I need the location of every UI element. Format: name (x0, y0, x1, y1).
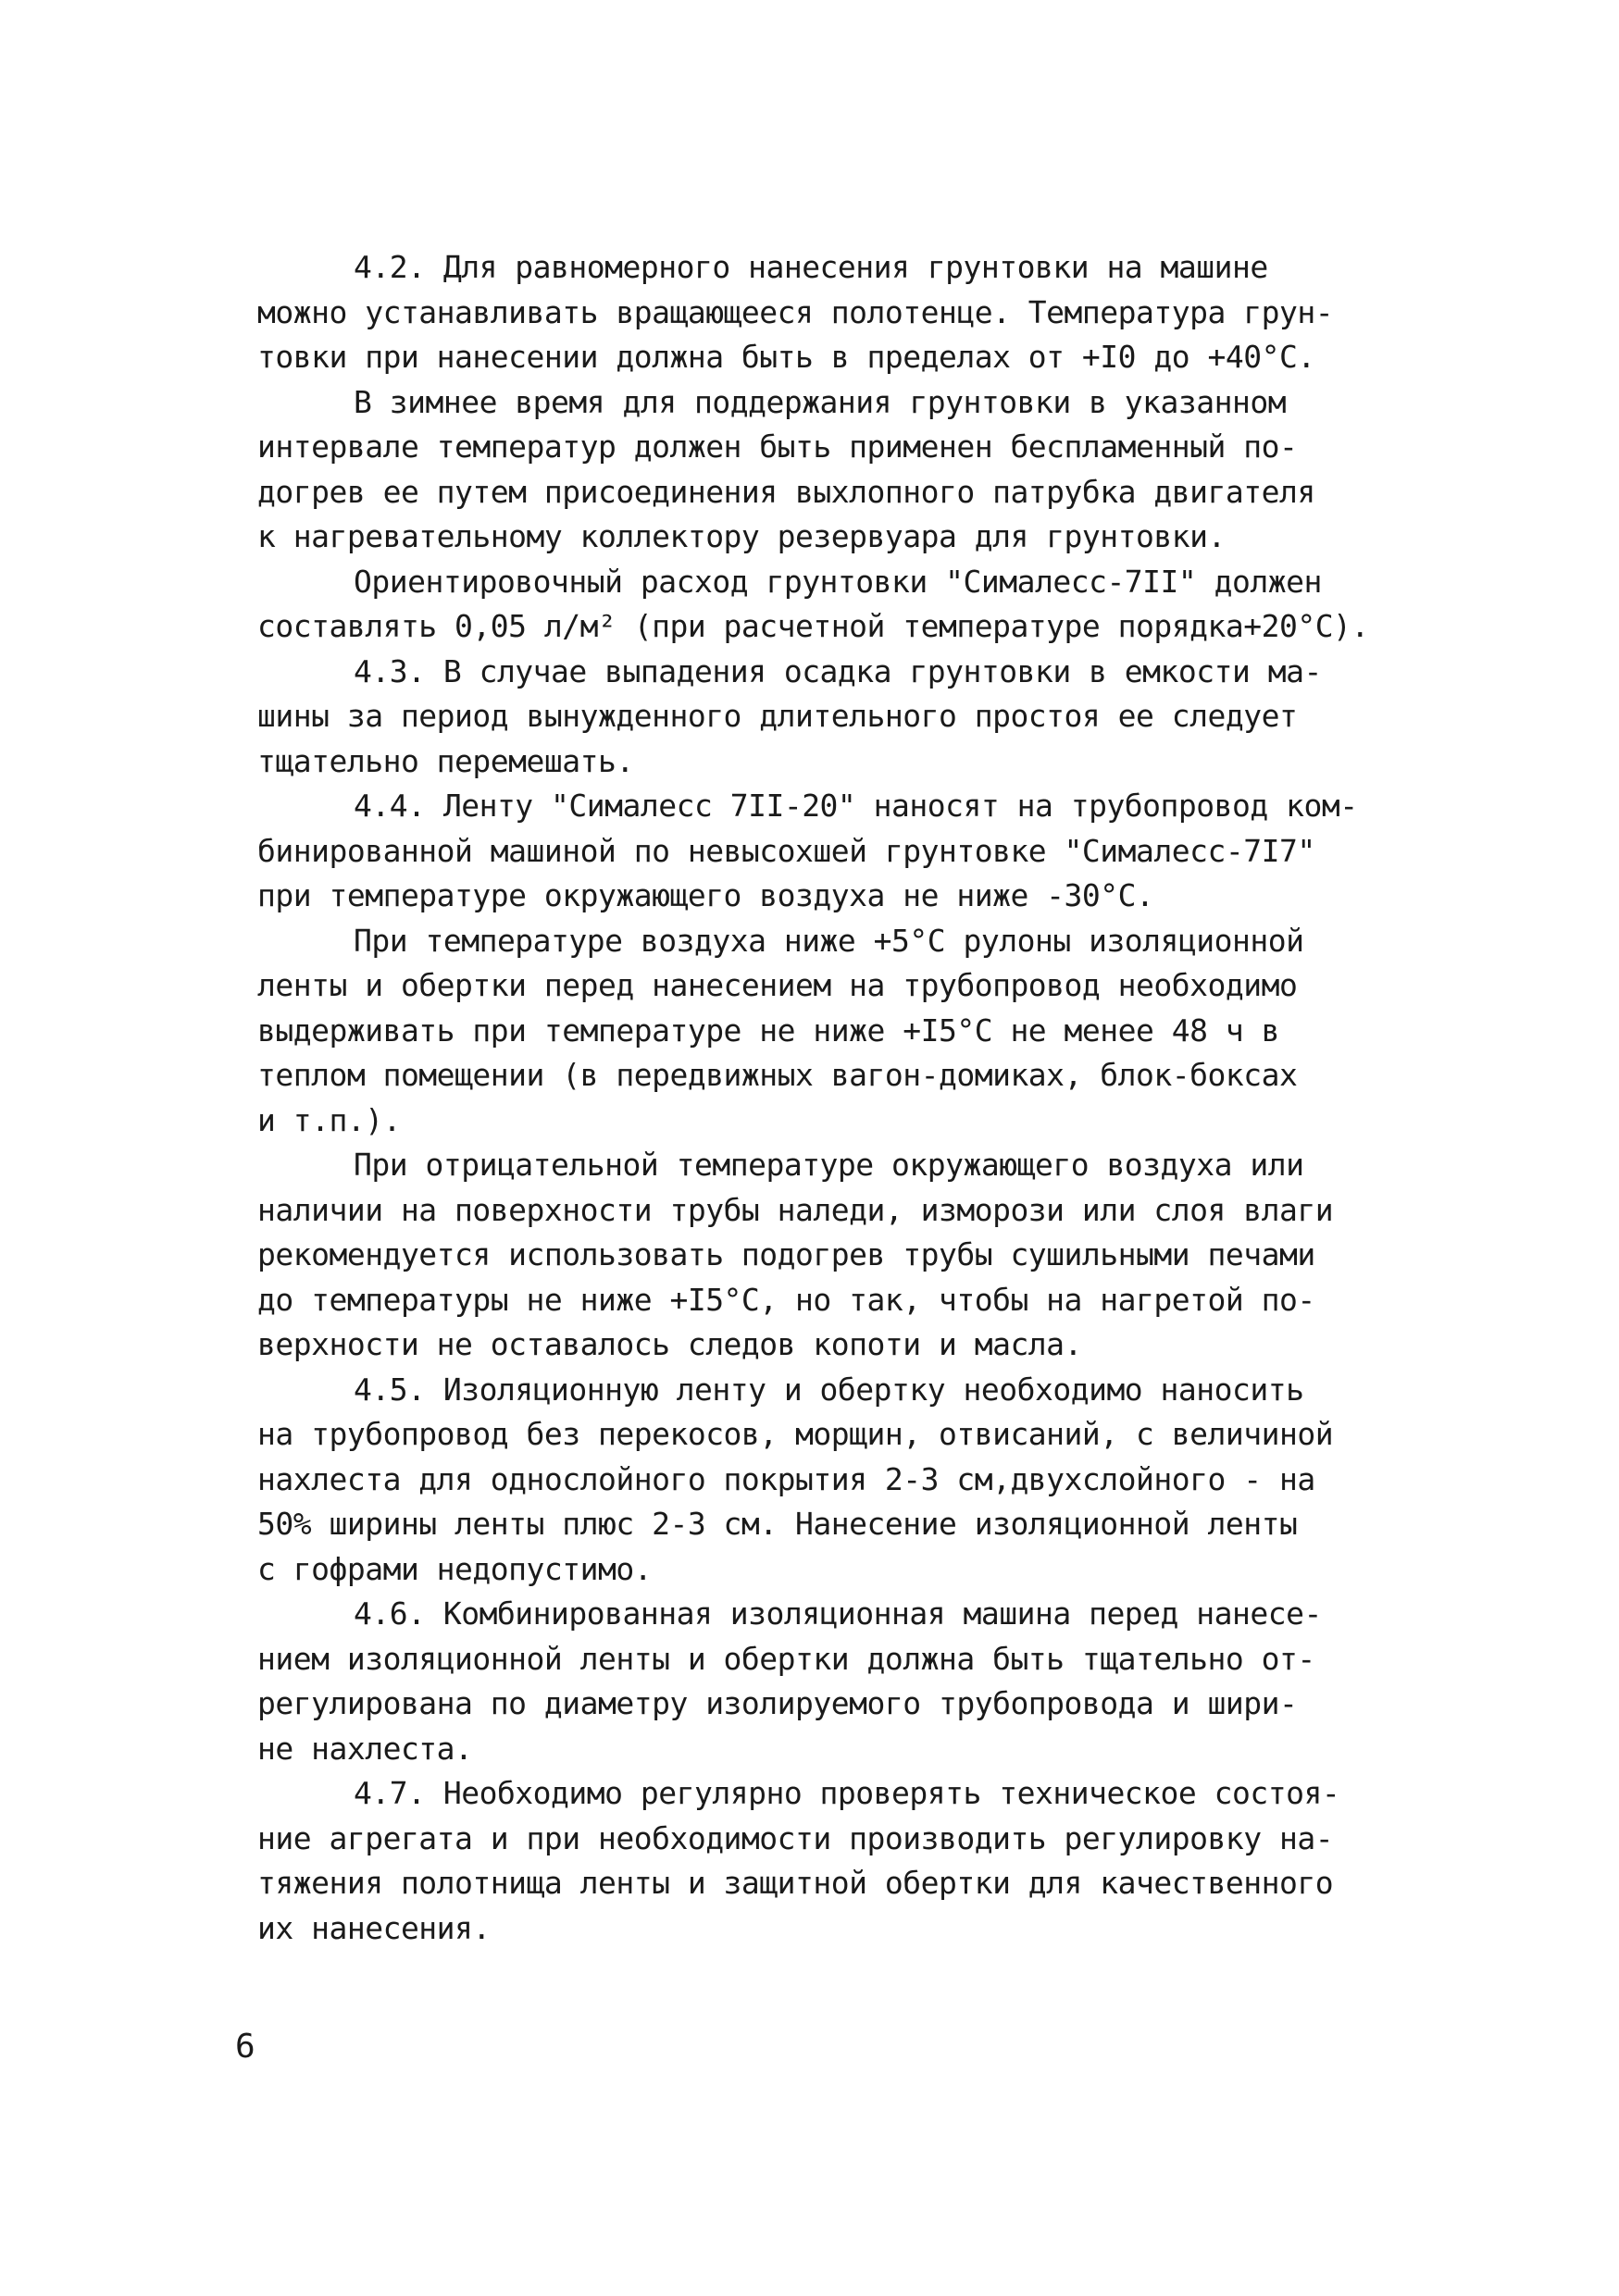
text-line: наличии на поверхности трубы наледи, изморози или слоя влаги (257, 1191, 1334, 1228)
text-line: В зимнее время для поддержания грунтовки в указанном (354, 383, 1287, 420)
text-line: При температуре воздуха ниже +5°C рулоны изоляционной (354, 922, 1304, 959)
text-line: 4.4. Ленту "Сималесс 7II-20" наносят на трубопровод ком- (354, 788, 1358, 824)
text-line: нием изоляционной ленты и обертки должна быть тщательно от- (257, 1640, 1315, 1677)
text-line: составлять 0,05 л/м² (при расчетной температуре порядка+20°C). (257, 608, 1369, 644)
text-line: догрев ее путем присоединения выхлопного патрубка двигателя (257, 473, 1315, 510)
page-number: 6 (235, 2028, 255, 2066)
text-line: бинированной машиной по невысохшей грунтовке "Сималесс-7I7" (257, 832, 1315, 869)
text-line: тщательно перемешать. (257, 742, 634, 779)
text-line: их нанесения. (257, 1909, 491, 1946)
text-line: и т.п.). (257, 1101, 401, 1138)
text-line: 4.5. Изоляционную ленту и обертку необходимо наносить (354, 1371, 1304, 1408)
text-line: верхности не оставалось следов копоти и масла. (257, 1326, 1082, 1362)
text-line: теплом помещении (в передвижных вагон-домиках, блок-боксах (257, 1057, 1298, 1093)
text-line: 4.3. В случае выпадения осадка грунтовки в емкости ма- (354, 652, 1322, 689)
text-line: Ориентировочный расход грунтовки "Сималесс-7II" должен (354, 563, 1322, 600)
text-line: При отрицательной температуре окружающего воздуха или (354, 1147, 1304, 1183)
text-line: с гофрами недопустимо. (257, 1550, 653, 1587)
text-line: ленты и обертки перед нанесением на трубопровод необходимо (257, 967, 1298, 1003)
document-body (257, 245, 1391, 1951)
text-line: не нахлеста. (257, 1730, 473, 1767)
text-line: нахлеста для однослойного покрытия 2-3 см,двухслойного - на (257, 1460, 1315, 1497)
text-line: на трубопровод без перекосов, морщин, отвисаний, с величиной (257, 1416, 1334, 1452)
text-line: регулирована по диаметру изолируемого трубопровода и шири- (257, 1685, 1298, 1721)
text-line: рекомендуется использовать подогрев трубы сушильными печами (257, 1236, 1315, 1272)
text-line: интервале температур должен быть применен беспламенный по- (257, 428, 1298, 465)
text-line: 50% ширины ленты плюс 2-3 см. Нанесение изоляционной ленты (257, 1506, 1298, 1542)
text-line: к нагревательному коллектору резервуара для грунтовки. (257, 518, 1226, 554)
text-line: шины за период вынужденного длительного простоя ее следует (257, 698, 1298, 734)
text-line: 4.6. Комбинированная изоляционная машина перед нанесе- (354, 1595, 1322, 1632)
text-line: выдерживать при температуре не ниже +I5°C не менее 48 ч в (257, 1011, 1279, 1049)
text-line: можно устанавливать вращающееся полотенце. Температура грун- (257, 293, 1334, 330)
text-line: при температуре окружающего воздуха не ниже -30°C. (257, 877, 1154, 913)
text-line: 4.2. Для равномерного нанесения грунтовки на машине (354, 249, 1268, 285)
text-line: 4.7. Необходимо регулярно проверять техническое состоя- (354, 1775, 1340, 1811)
text-line: ние агрегата и при необходимости производить регулировку на- (257, 1819, 1334, 1856)
text-line: товки при нанесении должна быть в пределах от +I0 до +40°C. (257, 339, 1315, 375)
text-line: до температуры не ниже +I5°C, но так, чтобы на нагретой по- (257, 1281, 1315, 1318)
text-line: тяжения полотнища ленты и защитной обертки для качественного (257, 1865, 1334, 1901)
